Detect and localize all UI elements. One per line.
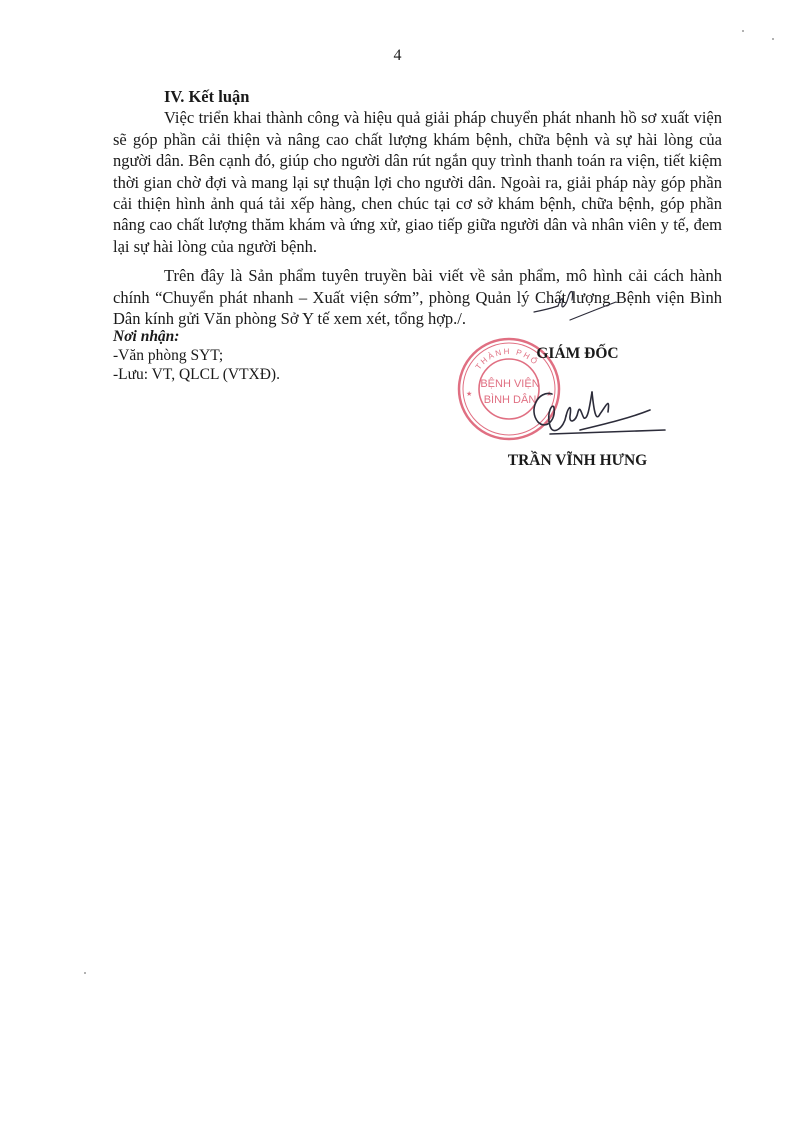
recipient-item: -Văn phòng SYT; bbox=[113, 347, 224, 364]
signer-title: GIÁM ĐỐC bbox=[536, 345, 619, 362]
scan-speck bbox=[84, 972, 86, 974]
initials-mark bbox=[530, 280, 620, 325]
scan-speck bbox=[772, 38, 774, 40]
recipients-block bbox=[113, 327, 280, 384]
conclusion-section bbox=[113, 86, 722, 329]
seal-arc-text: THÀNH PHỐ bbox=[473, 346, 541, 372]
recipients-title: Nơi nhận: bbox=[113, 328, 180, 345]
seal-line-1: BỆNH VIỆN bbox=[480, 378, 540, 390]
seal-line-2: BÌNH DÂN bbox=[483, 394, 537, 406]
svg-text:★: ★ bbox=[546, 391, 553, 398]
svg-text:★: ★ bbox=[466, 391, 473, 398]
paragraph-submission: Trên đây là Sản phẩm tuyên truyền bài viết về sản phẩm, mô hình cải cách hành chính “Chuyển phát nhanh – Xuất viện sớm”, phòng Quản lý Chất lượng Bệnh viện Bình Dân kính gửi Văn phòng Sở Y tế xem xét, tổng hợp./. bbox=[113, 266, 722, 329]
director-signature bbox=[520, 372, 670, 442]
page-number: 4 bbox=[393, 47, 402, 64]
recipient-item: -Lưu: VT, QLCL (VTXĐ). bbox=[113, 366, 280, 383]
scan-speck bbox=[742, 30, 744, 32]
paragraph-conclusion: Việc triển khai thành công và hiệu quả giải pháp chuyển phát nhanh hồ sơ xuất viện sẽ góp phần cải thiện và nâng cao chất lượng khám bệnh, chữa bệnh và sự hài lòng của người dân. Bên cạnh đó, giúp cho người dân rút ngắn quy trình thanh toán ra viện, tiết kiệm thời gian chờ đợi và mang lại sự thuận lợi cho người dân. Ngoài ra, giải pháp này góp phần cải thiện hình ảnh quá tải xếp hàng, chen chúc tại cơ sở khám bệnh, chữa bệnh, góp phần nâng cao chất lượng thăm khám và ứng xử, giao tiếp giữa người dân và nhân viên y tế, đem lại sự hài lòng của người bệnh. bbox=[113, 108, 722, 256]
section-heading: IV. Kết luận bbox=[164, 87, 250, 106]
signer-name: TRẦN VĨNH HƯNG bbox=[507, 452, 648, 469]
